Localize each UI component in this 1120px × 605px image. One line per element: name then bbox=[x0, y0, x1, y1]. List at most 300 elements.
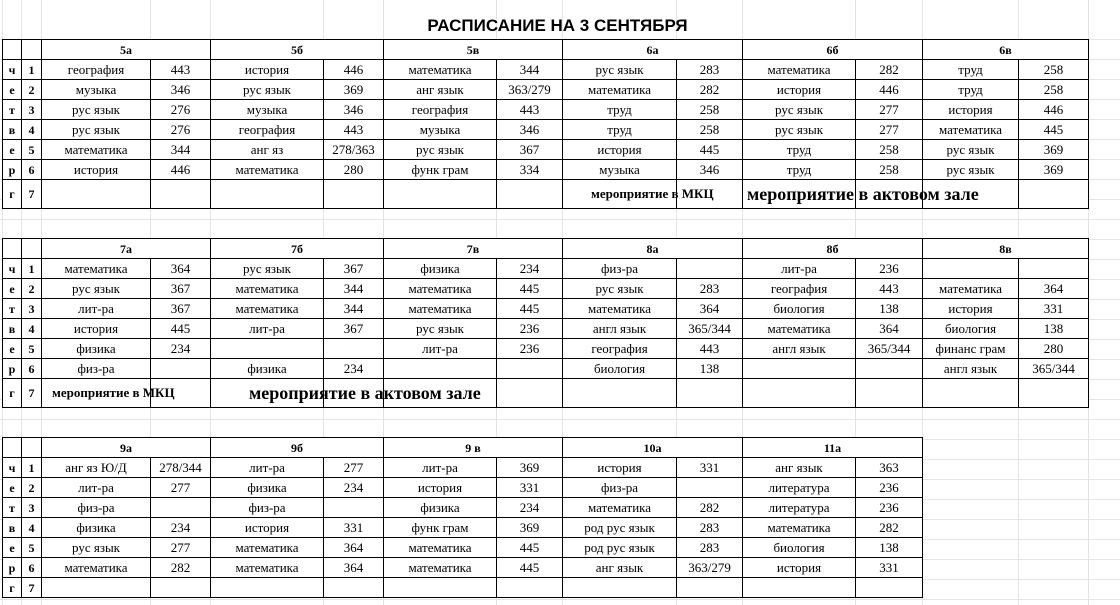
event-hall-label: мероприятие в актовом зале bbox=[249, 383, 481, 403]
room-cell: 258 bbox=[856, 140, 923, 160]
lesson-row bbox=[3, 60, 1089, 80]
room-cell bbox=[324, 339, 384, 359]
lesson-number: 6 bbox=[22, 160, 42, 180]
subject-cell: физ-ра bbox=[563, 259, 677, 279]
subject-cell: история bbox=[384, 478, 497, 498]
room-cell: 282 bbox=[677, 498, 743, 518]
class-header: 11а bbox=[743, 438, 923, 458]
corner-cell bbox=[3, 40, 22, 60]
lesson-row bbox=[3, 120, 1089, 140]
room-cell: 234 bbox=[324, 478, 384, 498]
subject-cell: рус язык bbox=[923, 140, 1019, 160]
subject-cell: музыка bbox=[211, 100, 324, 120]
subject-cell: рус язык bbox=[563, 279, 677, 299]
empty-cell bbox=[211, 379, 481, 408]
room-cell: 369 bbox=[497, 518, 563, 538]
lesson-row bbox=[3, 279, 1089, 299]
subject-cell: анг яз Ю/Д bbox=[42, 458, 151, 478]
subject-cell: труд bbox=[743, 140, 856, 160]
room-cell: 283 bbox=[677, 538, 743, 558]
lesson-row bbox=[3, 458, 923, 478]
subject-cell: история bbox=[42, 319, 151, 339]
subject-cell: физ-ра bbox=[211, 498, 324, 518]
lesson-row bbox=[3, 319, 1089, 339]
room-cell: 445 bbox=[497, 299, 563, 319]
room-cell: 331 bbox=[856, 558, 923, 578]
corner-cell bbox=[22, 239, 42, 259]
subject-cell: физ-ра bbox=[42, 359, 151, 379]
empty-cell bbox=[42, 379, 175, 408]
lesson-number: 6 bbox=[22, 558, 42, 578]
subject-cell: история bbox=[743, 558, 856, 578]
empty-cell bbox=[677, 578, 743, 598]
lesson-number: 5 bbox=[22, 339, 42, 359]
subject-cell: функ грам bbox=[384, 160, 497, 180]
lesson-row bbox=[3, 259, 1089, 279]
empty-cell bbox=[384, 180, 497, 209]
subject-cell: физика bbox=[384, 259, 497, 279]
lesson-number: 3 bbox=[22, 299, 42, 319]
subject-cell: математика bbox=[384, 279, 497, 299]
room-cell: 283 bbox=[677, 60, 743, 80]
room-cell: 138 bbox=[856, 299, 923, 319]
lesson-row bbox=[3, 538, 923, 558]
subject-cell: математика bbox=[42, 558, 151, 578]
class-header: 7а bbox=[42, 239, 211, 259]
room-cell: 369 bbox=[324, 80, 384, 100]
subject-cell: история bbox=[923, 299, 1019, 319]
room-cell: 367 bbox=[324, 319, 384, 339]
lesson-row bbox=[3, 518, 923, 538]
empty-cell bbox=[384, 578, 497, 598]
lesson-row bbox=[3, 339, 1089, 359]
day-letter: е bbox=[3, 279, 22, 299]
day-letter: т bbox=[3, 100, 22, 120]
subject-cell: рус язык bbox=[384, 319, 497, 339]
subject-cell: история bbox=[743, 80, 856, 100]
room-cell: 234 bbox=[151, 518, 211, 538]
room-cell: 234 bbox=[497, 259, 563, 279]
room-cell: 364 bbox=[1019, 279, 1089, 299]
room-cell: 369 bbox=[1019, 160, 1089, 180]
room-cell: 443 bbox=[151, 60, 211, 80]
corner-cell bbox=[3, 239, 22, 259]
empty-cell bbox=[743, 180, 979, 209]
lesson-row bbox=[3, 359, 1089, 379]
day-letter: ч bbox=[3, 458, 22, 478]
empty-cell bbox=[497, 578, 563, 598]
room-cell: 236 bbox=[856, 259, 923, 279]
lesson-row bbox=[3, 498, 923, 518]
day-letter: е bbox=[3, 140, 22, 160]
day-letter: ч bbox=[3, 60, 22, 80]
subject-cell: рус язык bbox=[563, 60, 677, 80]
room-cell: 334 bbox=[497, 160, 563, 180]
room-cell: 446 bbox=[1019, 100, 1089, 120]
subject-cell: история bbox=[563, 140, 677, 160]
subject-cell: рус язык bbox=[211, 80, 324, 100]
subject-cell: труд bbox=[563, 100, 677, 120]
lesson-number: 5 bbox=[22, 140, 42, 160]
room-cell: 446 bbox=[856, 80, 923, 100]
schedule-table-grades-5-6 bbox=[2, 39, 1089, 209]
subject-cell: финанс грам bbox=[923, 339, 1019, 359]
room-cell: 258 bbox=[677, 100, 743, 120]
subject-cell: математика bbox=[743, 518, 856, 538]
day-letter: т bbox=[3, 498, 22, 518]
subject-cell: математика bbox=[42, 140, 151, 160]
subject-cell: функ грам bbox=[384, 518, 497, 538]
subject-cell: биология bbox=[923, 319, 1019, 339]
room-cell: 283 bbox=[677, 518, 743, 538]
room-cell: 234 bbox=[324, 359, 384, 379]
subject-cell: рус язык bbox=[42, 538, 151, 558]
class-header: 8в bbox=[923, 239, 1089, 259]
room-cell: 282 bbox=[151, 558, 211, 578]
event-hall-label: мероприятие в актовом зале bbox=[747, 184, 979, 204]
day-letter: г bbox=[3, 180, 22, 209]
class-header: 7б bbox=[211, 239, 384, 259]
room-cell: 344 bbox=[497, 60, 563, 80]
subject-cell: лит-ра bbox=[211, 458, 324, 478]
day-letter: е bbox=[3, 339, 22, 359]
subject-cell: история bbox=[563, 458, 677, 478]
room-cell: 138 bbox=[1019, 319, 1089, 339]
subject-cell: математика bbox=[211, 279, 324, 299]
subject-cell: физика bbox=[42, 339, 151, 359]
room-cell: 369 bbox=[1019, 140, 1089, 160]
room-cell: 283 bbox=[677, 279, 743, 299]
empty-cell bbox=[42, 180, 151, 209]
subject-cell bbox=[211, 339, 324, 359]
subject-cell: лит-ра bbox=[42, 478, 151, 498]
day-letter: е bbox=[3, 80, 22, 100]
lesson-number: 7 bbox=[22, 379, 42, 408]
empty-cell bbox=[324, 180, 384, 209]
room-cell: 277 bbox=[856, 100, 923, 120]
subject-cell: история bbox=[211, 60, 324, 80]
subject-cell: труд bbox=[923, 60, 1019, 80]
lesson-number: 2 bbox=[22, 80, 42, 100]
empty-cell bbox=[151, 578, 211, 598]
subject-cell: анг язык bbox=[563, 558, 677, 578]
subject-cell: математика bbox=[384, 299, 497, 319]
subject-cell: математика bbox=[211, 538, 324, 558]
empty-cell bbox=[324, 578, 384, 598]
room-cell: 445 bbox=[497, 279, 563, 299]
lesson-number: 7 bbox=[22, 180, 42, 209]
room-cell: 344 bbox=[324, 279, 384, 299]
subject-cell: лит-ра bbox=[384, 458, 497, 478]
lesson-row bbox=[3, 140, 1089, 160]
page-title: РАСПИСАНИЕ НА 3 СЕНТЯБРЯ bbox=[427, 16, 688, 35]
room-cell: 364 bbox=[324, 538, 384, 558]
subject-cell: физика bbox=[42, 518, 151, 538]
room-cell: 443 bbox=[497, 100, 563, 120]
class-header: 9 в bbox=[384, 438, 563, 458]
empty-cell bbox=[856, 379, 923, 408]
class-header: 7в bbox=[384, 239, 563, 259]
lesson-number: 7 bbox=[22, 578, 42, 598]
room-cell: 282 bbox=[856, 518, 923, 538]
lesson-row bbox=[3, 558, 923, 578]
room-cell: 346 bbox=[497, 120, 563, 140]
corner-cell bbox=[3, 438, 22, 458]
subject-cell: лит-ра bbox=[384, 339, 497, 359]
class-header: 5б bbox=[211, 40, 384, 60]
subject-cell: физика bbox=[211, 359, 324, 379]
subject-cell: род рус язык bbox=[563, 518, 677, 538]
subject-cell: музыка bbox=[384, 120, 497, 140]
class-header: 9а bbox=[42, 438, 211, 458]
subject-cell: лит-ра bbox=[211, 319, 324, 339]
room-cell: 367 bbox=[497, 140, 563, 160]
event-mkc-label: мероприятие в МКЦ bbox=[52, 385, 175, 400]
room-cell: 282 bbox=[856, 60, 923, 80]
subject-cell: математика bbox=[211, 299, 324, 319]
room-cell: 234 bbox=[497, 498, 563, 518]
class-header: 6б bbox=[743, 40, 923, 60]
room-cell: 277 bbox=[324, 458, 384, 478]
subject-cell: англ язык bbox=[563, 319, 677, 339]
lesson-number: 1 bbox=[22, 60, 42, 80]
room-cell: 258 bbox=[1019, 80, 1089, 100]
room-cell: 331 bbox=[324, 518, 384, 538]
subject-cell: математика bbox=[743, 319, 856, 339]
subject-cell bbox=[923, 259, 1019, 279]
room-cell: 236 bbox=[497, 319, 563, 339]
room-cell: 445 bbox=[677, 140, 743, 160]
room-cell: 443 bbox=[677, 339, 743, 359]
room-cell: 236 bbox=[497, 339, 563, 359]
room-cell: 364 bbox=[677, 299, 743, 319]
subject-cell: история bbox=[923, 100, 1019, 120]
empty-cell bbox=[563, 180, 714, 209]
empty-cell bbox=[42, 578, 151, 598]
room-cell bbox=[324, 498, 384, 518]
subject-cell: рус язык bbox=[743, 100, 856, 120]
room-cell: 344 bbox=[151, 140, 211, 160]
subject-cell: математика bbox=[923, 120, 1019, 140]
room-cell: 364 bbox=[856, 319, 923, 339]
room-cell: 445 bbox=[151, 319, 211, 339]
lesson-number: 4 bbox=[22, 120, 42, 140]
room-cell: 446 bbox=[151, 160, 211, 180]
lesson-number: 2 bbox=[22, 478, 42, 498]
day-letter: в bbox=[3, 319, 22, 339]
room-cell bbox=[677, 259, 743, 279]
empty-cell bbox=[923, 379, 1019, 408]
subject-cell: физ-ра bbox=[42, 498, 151, 518]
lesson-row bbox=[3, 100, 1089, 120]
subject-cell: рус язык bbox=[42, 279, 151, 299]
room-cell: 331 bbox=[497, 478, 563, 498]
room-cell: 277 bbox=[151, 478, 211, 498]
lesson-number: 1 bbox=[22, 458, 42, 478]
day-letter: г bbox=[3, 578, 22, 598]
room-cell: 443 bbox=[324, 120, 384, 140]
subject-cell: география bbox=[384, 100, 497, 120]
room-cell: 280 bbox=[324, 160, 384, 180]
class-header-row bbox=[3, 438, 923, 458]
subject-cell: рус язык bbox=[211, 259, 324, 279]
subject-cell: биология bbox=[563, 359, 677, 379]
lesson-row bbox=[3, 180, 1089, 209]
subject-cell: анг яз bbox=[211, 140, 324, 160]
empty-cell bbox=[151, 180, 211, 209]
empty-cell bbox=[856, 578, 923, 598]
room-cell: 445 bbox=[497, 558, 563, 578]
room-cell bbox=[677, 478, 743, 498]
subject-cell: литература bbox=[743, 478, 856, 498]
schedule-table-grades-9-11 bbox=[2, 437, 923, 598]
lesson-number: 1 bbox=[22, 259, 42, 279]
subject-cell: рус язык bbox=[384, 140, 497, 160]
room-cell: 234 bbox=[151, 339, 211, 359]
class-header: 6а bbox=[563, 40, 743, 60]
room-cell bbox=[151, 359, 211, 379]
empty-cell bbox=[1019, 379, 1089, 408]
lesson-row bbox=[3, 80, 1089, 100]
room-cell: 363 bbox=[856, 458, 923, 478]
lesson-number: 6 bbox=[22, 359, 42, 379]
room-cell: 346 bbox=[151, 80, 211, 100]
subject-cell: история bbox=[211, 518, 324, 538]
empty-cell bbox=[1019, 180, 1089, 209]
room-cell: 236 bbox=[856, 478, 923, 498]
room-cell: 138 bbox=[677, 359, 743, 379]
subject-cell: география bbox=[743, 279, 856, 299]
class-header: 5в bbox=[384, 40, 563, 60]
subject-cell: труд bbox=[743, 160, 856, 180]
room-cell: 446 bbox=[324, 60, 384, 80]
class-header: 6в bbox=[923, 40, 1089, 60]
room-cell: 346 bbox=[324, 100, 384, 120]
subject-cell: математика bbox=[384, 538, 497, 558]
subject-cell: физ-ра bbox=[563, 478, 677, 498]
day-letter: в bbox=[3, 120, 22, 140]
day-letter: е bbox=[3, 538, 22, 558]
empty-cell bbox=[563, 578, 677, 598]
room-cell: 331 bbox=[1019, 299, 1089, 319]
room-cell: 369 bbox=[497, 458, 563, 478]
lesson-row bbox=[3, 478, 923, 498]
day-letter: е bbox=[3, 478, 22, 498]
class-header: 8а bbox=[563, 239, 743, 259]
room-cell: 277 bbox=[151, 538, 211, 558]
room-cell: 445 bbox=[1019, 120, 1089, 140]
subject-cell bbox=[743, 359, 856, 379]
subject-cell: род рус язык bbox=[563, 538, 677, 558]
room-cell: 367 bbox=[151, 279, 211, 299]
class-header: 5а bbox=[42, 40, 211, 60]
room-cell: 364 bbox=[151, 259, 211, 279]
room-cell: 278/363 bbox=[324, 140, 384, 160]
empty-cell bbox=[211, 180, 324, 209]
room-cell: 276 bbox=[151, 100, 211, 120]
subject-cell: физика bbox=[384, 498, 497, 518]
subject-cell: история bbox=[42, 160, 151, 180]
day-letter: в bbox=[3, 518, 22, 538]
room-cell: 365/344 bbox=[677, 319, 743, 339]
subject-cell: математика bbox=[384, 60, 497, 80]
lesson-row bbox=[3, 299, 1089, 319]
subject-cell: музыка bbox=[563, 160, 677, 180]
empty-cell bbox=[677, 379, 743, 408]
event-mkc-label: мероприятие в МКЦ bbox=[591, 186, 714, 201]
subject-cell: анг язык bbox=[743, 458, 856, 478]
subject-cell: биология bbox=[743, 299, 856, 319]
lesson-number: 3 bbox=[22, 100, 42, 120]
subject-cell bbox=[384, 359, 497, 379]
subject-cell: лит-ра bbox=[743, 259, 856, 279]
class-header: 8б bbox=[743, 239, 923, 259]
day-letter: т bbox=[3, 299, 22, 319]
empty-cell bbox=[563, 379, 677, 408]
subject-cell: математика bbox=[563, 299, 677, 319]
empty-cell bbox=[743, 578, 856, 598]
subject-cell: физика bbox=[211, 478, 324, 498]
subject-cell: труд bbox=[923, 80, 1019, 100]
room-cell: 363/279 bbox=[677, 558, 743, 578]
lesson-number: 5 bbox=[22, 538, 42, 558]
lesson-number: 2 bbox=[22, 279, 42, 299]
room-cell: 365/344 bbox=[1019, 359, 1089, 379]
room-cell bbox=[856, 359, 923, 379]
subject-cell: математика bbox=[211, 558, 324, 578]
subject-cell: математика bbox=[563, 498, 677, 518]
subject-cell: музыка bbox=[42, 80, 151, 100]
corner-cell bbox=[22, 40, 42, 60]
room-cell: 276 bbox=[151, 120, 211, 140]
room-cell: 277 bbox=[856, 120, 923, 140]
room-cell: 236 bbox=[856, 498, 923, 518]
subject-cell: анг язык bbox=[384, 80, 497, 100]
room-cell: 258 bbox=[856, 160, 923, 180]
subject-cell: рус язык bbox=[923, 160, 1019, 180]
room-cell: 367 bbox=[324, 259, 384, 279]
day-letter: р bbox=[3, 359, 22, 379]
day-letter: ч bbox=[3, 259, 22, 279]
subject-cell: география bbox=[563, 339, 677, 359]
class-header-row bbox=[3, 40, 1089, 60]
room-cell: 331 bbox=[677, 458, 743, 478]
room-cell: 278/344 bbox=[151, 458, 211, 478]
lesson-row bbox=[3, 578, 923, 598]
empty-cell bbox=[497, 379, 563, 408]
room-cell: 365/344 bbox=[856, 339, 923, 359]
day-letter: р bbox=[3, 160, 22, 180]
subject-cell: математика bbox=[563, 80, 677, 100]
room-cell: 443 bbox=[856, 279, 923, 299]
corner-cell bbox=[22, 438, 42, 458]
room-cell: 138 bbox=[856, 538, 923, 558]
lesson-row bbox=[3, 379, 1089, 408]
subject-cell: труд bbox=[563, 120, 677, 140]
subject-cell: биология bbox=[743, 538, 856, 558]
day-letter: г bbox=[3, 379, 22, 408]
room-cell: 367 bbox=[151, 299, 211, 319]
subject-cell: англ язык bbox=[743, 339, 856, 359]
subject-cell: математика bbox=[42, 259, 151, 279]
room-cell: 363/279 bbox=[497, 80, 563, 100]
day-letter: р bbox=[3, 558, 22, 578]
empty-cell bbox=[743, 379, 856, 408]
room-cell bbox=[497, 359, 563, 379]
subject-cell: математика bbox=[743, 60, 856, 80]
room-cell: 344 bbox=[324, 299, 384, 319]
subject-cell: рус язык bbox=[42, 120, 151, 140]
